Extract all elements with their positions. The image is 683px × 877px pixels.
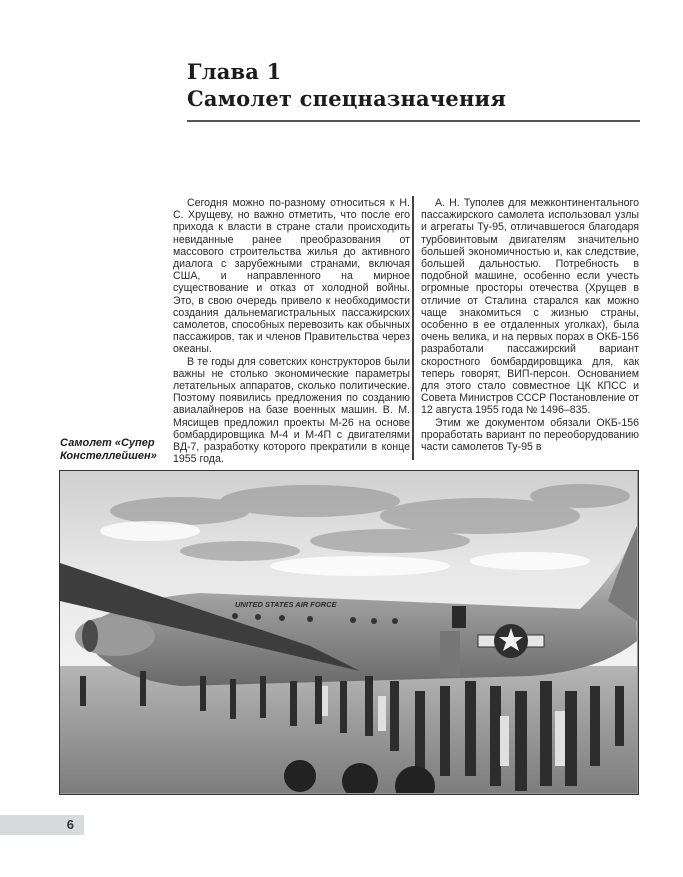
- paragraph: Этим же документом обязали ОКБ-156 проработать вариант по переоборудованию части самолетов Ту-95 в: [421, 416, 639, 454]
- fuselage-lettering: UNITED STATES AIR FORCE: [235, 600, 337, 609]
- column-divider: [412, 196, 414, 460]
- chapter-heading: [187, 58, 640, 112]
- page-number-bar: [0, 815, 84, 835]
- page-number: 6: [66, 817, 74, 832]
- chapter-title: Самолет спецназначения: [187, 86, 507, 111]
- chapter-number: Глава 1: [187, 59, 282, 84]
- text-column-right: [421, 197, 639, 453]
- text-column-left: [173, 197, 410, 465]
- heading-divider: [187, 120, 640, 122]
- figure-caption: Самолет «Супер Констеллейшен»: [60, 437, 157, 462]
- paragraph: В те годы для советских конструкторов были важны не столько экономические параметры летательных аппаратов, сколько политические. Поэтому появились предложения по созданию авиалайнеров на базе военных машин. В. М. Мясищев предложил проекты М-26 на основе бомбардировщика М-4 и М-4П с двигателями ВД-7, разработку которого прекратили в конце 1955 года.: [173, 355, 410, 466]
- paragraph: А. Н. Туполев для межконтинентального пассажирского самолета использовал узлы и агрегаты Ту-95, отличавшегося благодаря турбовинтовым двигателям значительно большей экономичностью и, как следствие, большей дальностью. Потребность в подобной машине, особенно если учесть огромные просторы отечества (Хрущев в отличие от Сталина старался как можно чаще знакомиться с жизнью страны, особенно в ее отдаленных уголках), была очень велика, и на первых порах в ОКБ-156 разработали пассажирский вариант скоростного бомбардировщика для, как теперь говорят, ВИП-персон. Основанием для этого стало совместное ЦК КПСС и Совета Министров СССР Постановление от 12 августа 1955 года № 1496–835.: [421, 197, 639, 417]
- airplane-photo: [59, 470, 639, 795]
- paragraph: Сегодня можно по-разному относиться к Н. С. Хрущеву, но важно отметить, что после его прихода к власти в стране стали происходить невиданные ранее преобразования от массового строительства жилья до активного диалога с зарубежными странами, включая США, и направленного на мирное существование и отказ от холодной войны. Это, в свою очередь привело к необходимости создания дальнемагистральных пассажирских самолетов, способных перевозить как обычных пассажиров, так и членов Правительства через океаны.: [173, 197, 410, 356]
